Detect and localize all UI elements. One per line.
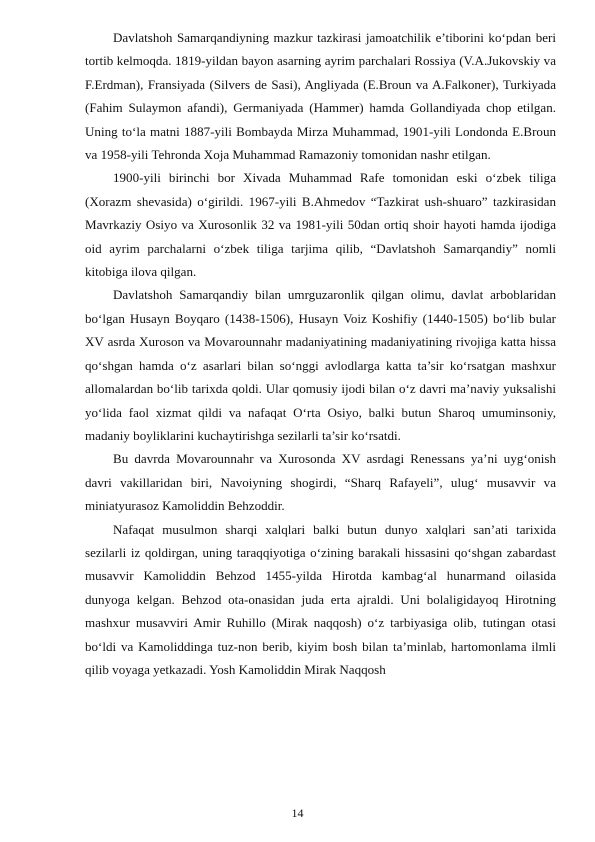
- paragraph-3: Davlatshoh Samarqandiy bilan umrguzaronlik qilgan olimu, davlat arboblaridan bo‘lgan Husayn Boyqaro (1438-1506), Husayn Voiz Koshifiy (1440-1505) bo‘lib bular XV asrda Xuroson va Movarounnahr madaniyatining madaniyatining rivojiga katta hissa qo‘shgan hamda o‘z asarlari bilan so‘nggi avlodlarga katta ta’sir ko‘rsatgan mashxur allomalardan bo‘lib tarixda qoldi. Ular qomusiy ijodi bilan o‘z davri ma’naviy yuksalishi yo‘lida faol xizmat qildi va nafaqat O‘rta Osiyo, balki butun Sharoq umuminsoniy, madaniy boyliklarini kuchaytirishga sezilarli ta’sir ko‘rsatdi.: [85, 287, 556, 443]
- document-body: [85, 26, 556, 681]
- paragraph-2: 1900-yili birinchi bor Xivada Muhammad Rafe tomonidan eski o‘zbek tiliga (Xorazm shevasida) o‘girildi. 1967-yili B.Ahmedov “Tazkirat ush-shuaro” tazkirasidan Mavrkaziy Osiyo va Xurosonlik 32 va 1981-yili 50dan ortiq shoir hayoti hamda ijodiga oid ayrim parchalarni o‘zbek tiliga tarjima qilib, “Davlatshoh Samarqandiy” nomli kitobiga ilova qilgan.: [85, 170, 556, 280]
- page-number: 14: [291, 806, 304, 820]
- paragraph-4: Bu davrda Movarounnahr va Xurosonda XV asrdagi Renessans ya’ni uyg‘onish davri vakillaridan biri, Navoiyning shogirdi, “Sharq Rafayeli”, ulug‘ musavvir va miniatyurasoz Kamoliddin Behzoddir.: [85, 451, 556, 514]
- paragraph-1: Davlatshoh Samarqandiyning mazkur tazkirasi jamoatchilik e’tiborini ko‘pdan beri tortib kelmoqda. 1819-yildan bayon asarning ayrim parchalari Rossiya (V.A.Jukovskiy va F.Erdman), Fransiyada (Silvers de Sasi), Angliyada (E.Broun va A.Falkoner), Turkiyada (Fahim Sulaymon afandi), Germaniyada (Hammer) hamda Gollandiyada chop etilgan. Uning to‘la matni 1887-yili Bombayda Mirza Muhammad, 1901-yili Londonda E.Broun va 1958-yili Tehronda Xoja Muhammad Ramazoniy tomonidan nashr etilgan.: [85, 30, 556, 163]
- paragraph-5: Nafaqat musulmon sharqi xalqlari balki butun dunyo xalqlari san’ati tarixida sezilarli iz qoldirgan, uning taraqqiyotiga o‘zining barakali hissasini qo‘shgan zabardast musavvir Kamoliddin Behzod 1455-yilda Hirotda kambag‘al hunarmand oilasida dunyoga kelgan. Behzod ota-onasidan juda erta ajraldi. Uni bolaligidayoq Hirotning mashxur musavviri Amir Ruhillo (Mirak naqqosh) o‘z tarbiyasiga olib, tutingan otasi bo‘ldi va Kamoliddinga tuz-non berib, kiyim bosh bilan ta’minlab, hartomonlama ilmli qilib voyaga yetkazadi. Yosh Kamoliddin Mirak Naqqosh: [85, 521, 556, 677]
